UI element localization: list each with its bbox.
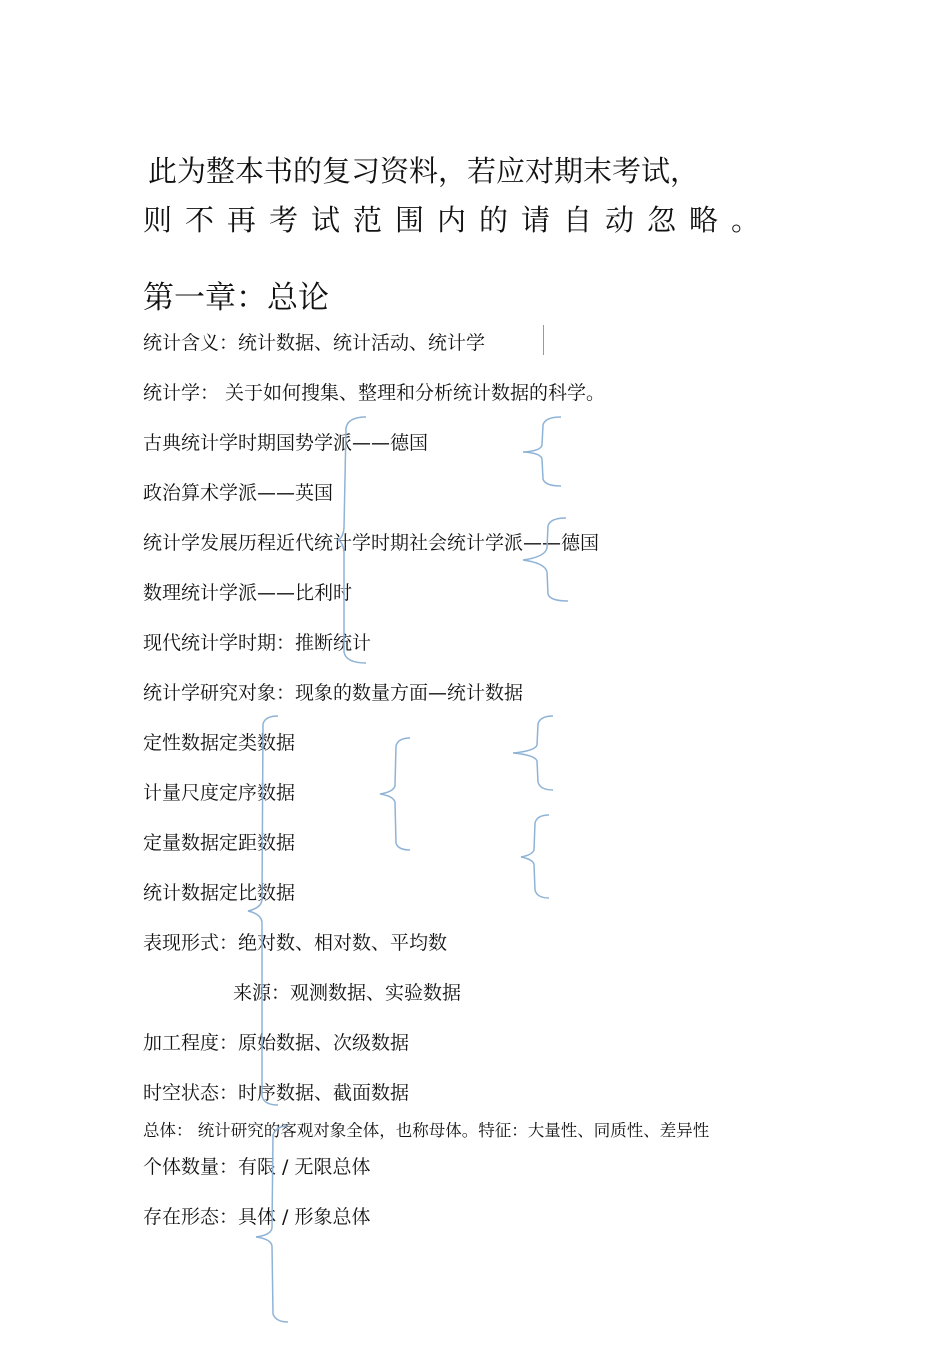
text-line-modern-period: 现代统计学时期：推断统计 — [143, 632, 372, 654]
text-line-nominal-data: 定性数据定类数据 — [143, 732, 296, 754]
text-line-ordinal-data: 计量尺度定序数据 — [143, 782, 296, 804]
text-line-research-object: 统计学研究对象：现象的数量方面—统计数据 — [143, 682, 524, 704]
text-line-expression-form: 表现形式：绝对数、相对数、平均数 — [143, 932, 448, 954]
intro-line-2: 则不再考试范围内的请自动忽略。 — [143, 203, 774, 237]
text-line-interval-data: 定量数据定距数据 — [143, 832, 296, 854]
text-line-population: 总体： 统计研究的客观对象全体，也称母体。特征：大量性、同质性、差异性 — [143, 1121, 710, 1140]
text-line-ratio-data: 统计数据定比数据 — [143, 882, 296, 904]
brace-qualitative-data — [513, 716, 553, 790]
text-line-classical-period: 古典统计学时期国势学派——德国 — [143, 432, 429, 454]
brace-measurement-scale — [380, 738, 410, 850]
text-line-political-arithmetic: 政治算术学派——英国 — [143, 482, 334, 504]
text-cursor — [543, 325, 544, 355]
text-line-statistics-definition: 统计学： 关于如何搜集、整理和分析统计数据的科学。 — [143, 382, 606, 404]
text-line-statistics-meaning: 统计含义：统计数据、统计活动、统计学 — [143, 332, 486, 354]
brace-classical-period — [523, 417, 561, 486]
text-line-development-history: 统计学发展历程近代统计学时期社会统计学派——德国 — [143, 532, 600, 554]
text-line-data-source: 来源：观测数据、实验数据 — [233, 982, 462, 1004]
brace-quantitative-data — [521, 815, 549, 898]
text-line-processing-degree: 加工程度：原始数据、次级数据 — [143, 1032, 410, 1054]
chapter-title: 第一章：总论 — [143, 280, 329, 316]
text-line-mathematical-school: 数理统计学派——比利时 — [143, 582, 353, 604]
text-line-spatiotemporal-state: 时空状态：时序数据、截面数据 — [143, 1082, 410, 1104]
text-line-individual-count: 个体数量：有限 / 无限总体 — [143, 1156, 371, 1178]
text-line-existence-form: 存在形态：具体 / 形象总体 — [143, 1206, 371, 1228]
intro-line-1: 此为整本书的复习资料，若应对期末考试， — [148, 154, 700, 188]
